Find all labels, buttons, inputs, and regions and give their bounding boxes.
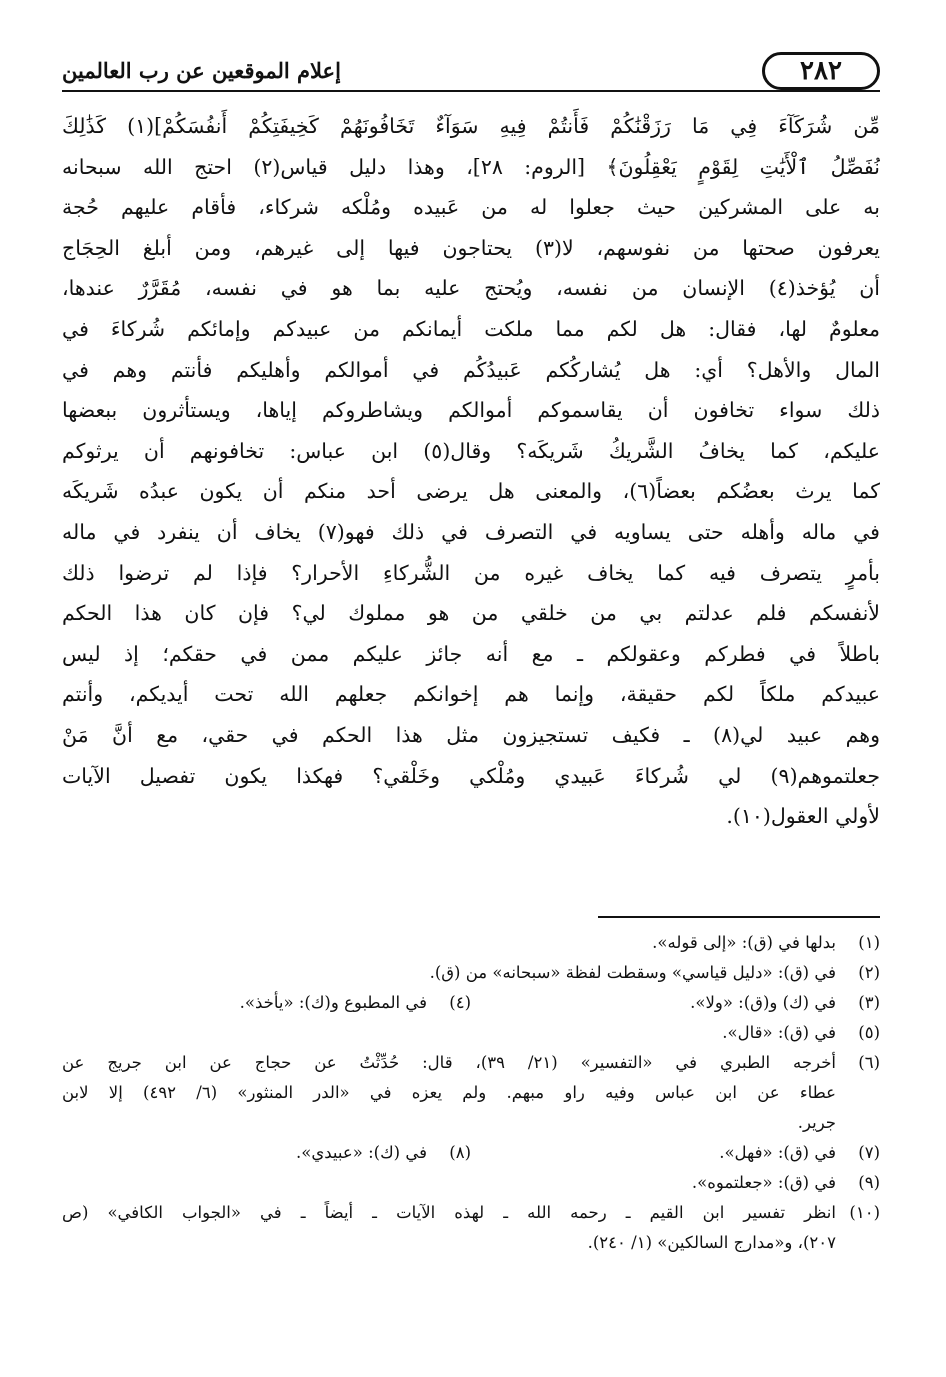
footnote-text: أخرجه الطبري في «التفسير» (٢١/ ٣٩)، قال: حُدِّثْتُ عن حجاج عن ابن جريج عن [62,1053,836,1072]
text-line: كما يرث بعضُكم بعضاً(٦)، والمعنى هل يرضى أحد منكم أن يكون عبدُه شَريكَه [62,479,880,504]
footnote-8 [62,1138,471,1168]
text-line: به على المشركين حيث جعلوا له من عَبيده ومُلْكه شركاء، فأقام عليهم حُجة [62,195,880,220]
text-line: نُفَصِّلُ ٱلْأَيَٰتِ لِقَوْمٍ يَعْقِلُونَ﴾ [الروم: ٢٨]، وهذا دليل قياس(٢) احتج الله سبحانه [62,154,880,179]
footnote-6-continuation: عطاء عن ابن عباس وفيه راو مبهم. ولم يعزه في «الدر المنثور» (٦/ ٤٩٢) إلا لابن [62,1083,836,1102]
footnote-text: في (ق): «فهل». [719,1143,836,1162]
footnote-text: في (ك) و(ق): «ولا». [690,993,836,1012]
text-line: عليكم، كما يخافُ الشَّريكُ شَريكَه؟ وقال(٥) ابن عباس: تخافونهم أن يرثوكم [62,438,880,463]
text-line: لأنفسكم فلم عدلتم بي من خلقي من هو مملوك لي؟ فإن كان هذا الحكم [62,601,880,626]
main-text [62,106,880,837]
text-line: باطلاً في فطركم وعقولكم ـ مع أنه جائز عليكم ممن في حقكم؛ إذ ليس [62,641,880,666]
text-line: جعلتموهم(٩) لي شُركاءَ عَبيدي ومُلْكي وخَلْقي؟ فهكذا يكون تفصيل الآيات [62,763,880,788]
footnote-text: في (ق): «قال». [722,1023,836,1042]
footnote-10 [62,1198,880,1228]
footnotes [62,928,880,1258]
text-line: مِّن شُرَكَآءَ فِي مَا رَزَقْنَٰكُمْ فَأَنتُمْ فِيهِ سَوَآءٌ تَخَافُونَهُمْ كَخِيفَتِكُمْ أَنفُسَكُمْ](١) كَذَٰلِكَ [62,114,880,138]
footnote-2 [62,958,880,988]
text-line: لأولي العقول(١٠). [726,804,880,829]
footnote-number: (١٠) [849,1203,880,1222]
page-header [62,52,880,96]
text-line: وهم عبيد لي(٨) ـ فكيف تستجيزون مثل هذا الحكم في حقي، مع أنَّ مَنْ [62,722,880,747]
text-line: المال والأهل؟ أي: هل يُشاركُكم عَبيدُكُم في أموالكم وأهليكم فأنتم وهم في [62,357,880,382]
footnote-pair-7-8 [62,1138,880,1168]
footnote-6 [62,1048,880,1078]
text-line: بأمرٍ يتصرف فيه كما يخاف غيره من الشُّركاءِ الأحرار؟ فإذا لم ترضوا ذلك [62,560,880,585]
footnote-text: بدلها في (ق): «إلى قوله». [652,933,836,952]
footnote-number: (٢) [858,963,880,982]
footnote-3 [471,988,880,1018]
footnote-text: في (ق): «دليل قياسي» وسقطت لفظة «سبحانه» من (ق). [429,963,836,982]
footnote-text: انظر تفسير ابن القيم ـ رحمه الله ـ لهذه الآيات ـ أيضاً ـ في «الجواب الكافي» (ص [62,1203,836,1222]
footnote-number: (٦) [858,1053,880,1072]
page-number-badge: ٢٨٢ [762,52,880,90]
footnote-1 [62,928,880,958]
footnote-number: (٥) [858,1023,880,1042]
text-line: ذلك سواء تخافون أن يقاسموكم أموالكم ويشاطروكم إياها، ويستأثرون ببعضها [62,398,880,423]
footnote-text: في (ق): «جعلتموه». [691,1173,836,1192]
footnote-number: (٤) [449,993,471,1012]
footnote-6-continuation: جرير. [797,1113,836,1132]
book-title: إعلام الموقعين عن رب العالمين [62,58,341,83]
footnote-number: (٨) [449,1143,471,1162]
footnote-5 [62,1018,880,1048]
footnote-10-continuation: ٢٠٧)، و«مدارج السالكين» (١/ ٢٤٠). [587,1233,836,1252]
footnote-number: (٩) [858,1173,880,1192]
footnote-9 [62,1168,880,1198]
footnote-number: (١) [858,933,880,952]
text-line: في ماله وأهله حتى يساويه في التصرف في ذلك فهو(٧) يخاف أن ينفرد في ماله [62,519,880,544]
footnote-text: في المطبوع و(ك): «يأخذ». [239,993,427,1012]
text-line: عبيدكم ملكاً لكم حقيقة، وإنما هم إخوانكم جعلهم الله تحت أيديكم، وأنتم [62,682,880,707]
text-line: أن يُؤخذ(٤) الإنسان من نفسه، ويُحتج عليه بما هو في نفسه، مُقَرَّرٌ عندها، [62,276,880,301]
header-rule [62,90,880,92]
footnote-number: (٣) [858,993,880,1012]
footnote-text: في (ك): «عبيدي». [296,1143,427,1162]
footnote-7 [471,1138,880,1168]
footnote-pair-3-4 [62,988,880,1018]
footnote-4 [62,988,471,1018]
text-line: يعرفون صحتها من نفوسهم، لا(٣) يحتاجون فيها إلى غيرهم، ومن أبلغ الحِجَاج [62,235,880,260]
footnote-number: (٧) [858,1143,880,1162]
text-line: معلومٌ لها، فقال: هل لكم مما ملكت أيمانكم من عبيدكم وإمائكم شُركاءَ في [62,316,880,341]
footnote-separator [598,916,880,918]
